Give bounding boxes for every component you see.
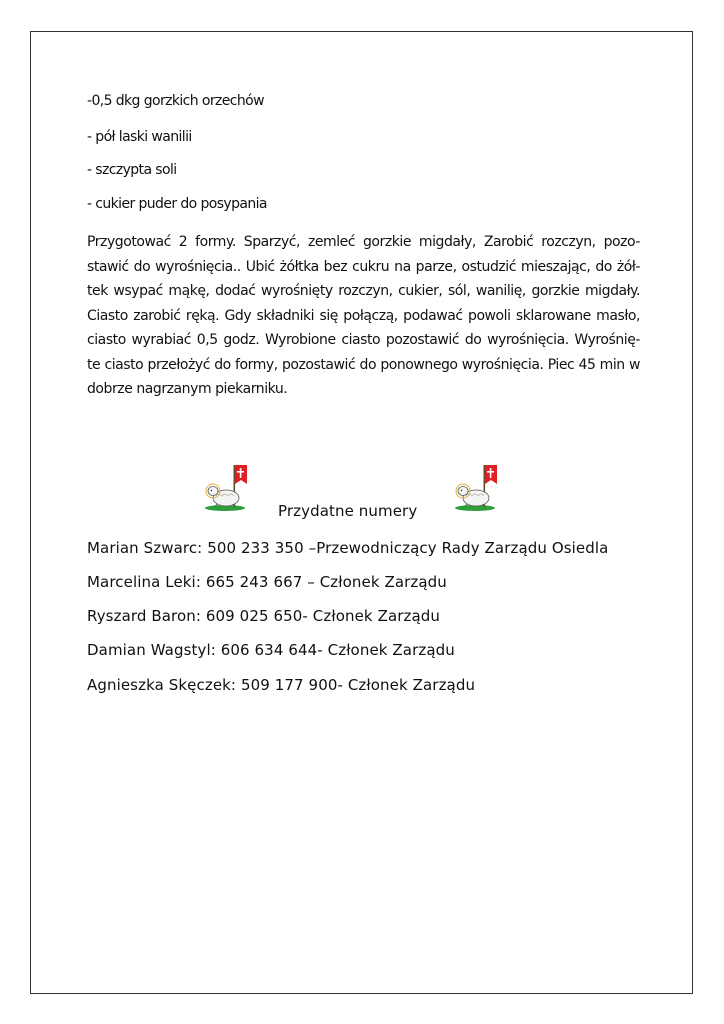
recipe-line: dobrze nagrzanym piekarniku. <box>87 381 288 397</box>
contact-line: Ryszard Baron: 609 025 650- Członek Zarządu <box>87 607 440 625</box>
recipe-line: Ciasto zarobić ręką. Gdy składniki się połączą, podawać powoli sklarowane masło, <box>87 307 640 324</box>
contact-line: Marian Szwarc: 500 233 350 –Przewodniczący Rady Zarządu Osiedla <box>87 539 609 557</box>
contact-line: Agnieszka Skęczek: 509 177 900- Członek Zarządu <box>87 676 476 694</box>
paschal-lamb-icon <box>203 462 251 512</box>
recipe-line: ciasto wyrabiać 0,5 godz. Wyrobione ciasto pozostawić do wyrośnięcia. Wyrośnię- <box>87 332 640 348</box>
recipe-line: Przygotować 2 formy. Sparzyć, zemleć gorzkie migdały, Zarobić rozczyn, pozo- <box>87 234 640 250</box>
recipe-line: te ciasto przełożyć do formy, pozostawić do ponownego wyrośnięcia. Piec 45 min w <box>87 356 640 373</box>
ingredient-item: -0,5 dkg gorzkich orzechów <box>87 93 264 109</box>
recipe-line: stawić do wyrośnięcia.. Ubić żółtka bez cukru na parze, ostudzić mieszając, do żół- <box>87 258 640 275</box>
ingredient-item: - szczypta soli <box>87 162 177 178</box>
ingredient-item: - pół laski wanilii <box>87 129 192 145</box>
contact-line: Marcelina Leki: 665 243 667 – Członek Zarządu <box>87 573 447 591</box>
ingredient-item: - cukier puder do posypania <box>87 196 267 212</box>
useful-numbers-heading: Przydatne numery <box>278 502 418 520</box>
contact-line: Damian Wagstyl: 606 634 644- Członek Zarządu <box>87 641 455 659</box>
paschal-lamb-icon <box>453 462 501 512</box>
recipe-line: tek wsypać mąkę, dodać wyrośnięty rozczyn, cukier, sól, wanilię, gorzkie migdały. <box>87 283 640 299</box>
recipe-paragraph <box>87 230 640 402</box>
